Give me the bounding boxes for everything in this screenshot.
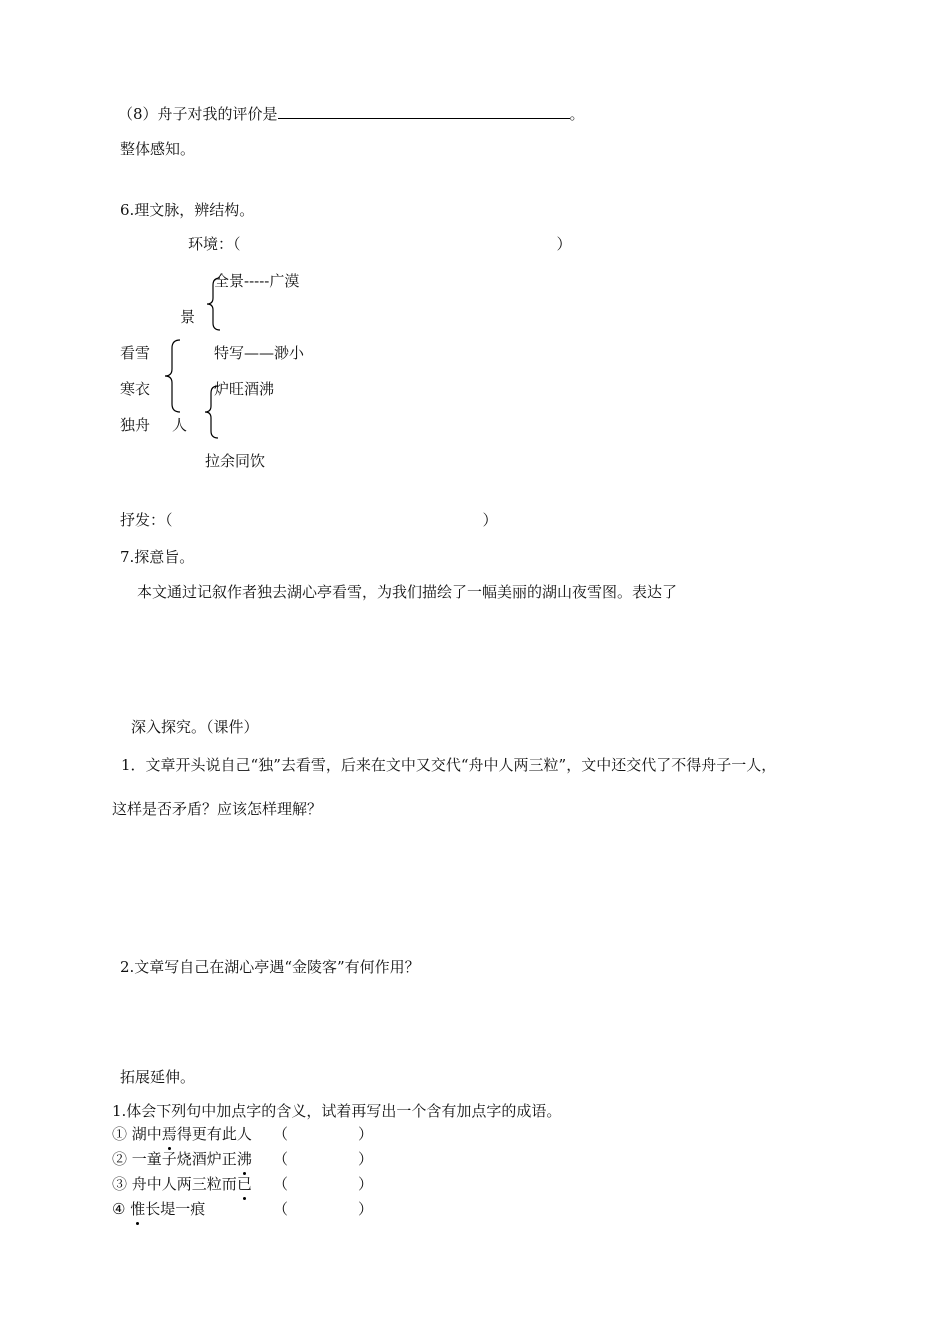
q8-line — [118, 104, 585, 124]
q8-end: 。 — [569, 105, 585, 123]
ext-q1-title: 1.体会下列句中加点字的含义，试着再写出一个含有加点字的成语。 — [112, 1102, 562, 1120]
brace-scene-icon — [204, 276, 224, 332]
q6-scene2: 特写——渺小 — [214, 344, 305, 362]
ext-item-dotted-char: 焉 — [161, 1125, 177, 1143]
q6-emotion-label: 抒发：（ — [120, 511, 173, 529]
ext-item-1-paren — [273, 1124, 373, 1144]
ext-item-3-paren — [273, 1174, 373, 1194]
q6-person1: 炉旺酒沸 — [214, 380, 275, 398]
ext-paren-open: （ — [273, 1200, 289, 1218]
q7-text: 本文通过记叙作者独去湖心亭看雪，为我们描绘了一幅美丽的湖山夜雪图。表达了 — [137, 583, 678, 601]
ext-item-2-paren — [273, 1149, 373, 1169]
brace-person-icon — [202, 384, 222, 440]
ext-item-number: ① — [112, 1125, 128, 1143]
ext-item-1 — [112, 1124, 252, 1144]
ext-item-pre: 舟中人两三粒而 — [131, 1175, 237, 1193]
q6-left-item-1: 看雪 — [120, 344, 151, 362]
ext-item-dotted-char: 惟 — [130, 1200, 146, 1218]
ext-paren-open: （ — [273, 1125, 289, 1143]
ext-item-4 — [112, 1199, 205, 1219]
q8-answer-blank[interactable] — [278, 104, 570, 119]
ext-item-4-paren — [273, 1199, 373, 1219]
ext-paren-open: （ — [273, 1175, 289, 1193]
ext-item-number: ④ — [112, 1200, 126, 1218]
ext-paren-close: ） — [358, 1200, 374, 1218]
ext-paren-close: ） — [358, 1150, 374, 1168]
q6-env-line — [188, 234, 572, 254]
ext-item-2 — [112, 1149, 252, 1169]
ext-item-dotted-char: 沸 — [236, 1150, 252, 1168]
q6-title: 6.理文脉，辨结构。 — [120, 201, 255, 219]
q6-emotion-close: ） — [482, 511, 498, 529]
deep-q1-line1: 1．文章开头说自己“独”去看雪，后来在文中又交代“舟中人两三粒”，文中还交代了不得舟子一人， — [121, 756, 777, 774]
ext-item-number: ② — [112, 1150, 128, 1168]
ext-paren-close: ） — [358, 1175, 374, 1193]
ext-item-number: ③ — [112, 1175, 128, 1193]
ext-item-post: 长堤一痕 — [145, 1200, 206, 1218]
q6-env-close: ） — [556, 235, 572, 253]
section-deep: 深入探究。（课件） — [131, 718, 259, 736]
q6-env-label: 环境：（ — [188, 235, 241, 253]
ext-item-3 — [112, 1174, 252, 1194]
q6-scene1: 全景-----广漠 — [214, 272, 300, 290]
deep-q1-line2: 这样是否矛盾？应该怎样理解？ — [112, 800, 323, 818]
q6-emotion-line — [120, 510, 498, 530]
ext-item-pre: 一童子烧酒炉正 — [131, 1150, 237, 1168]
ext-paren-open: （ — [273, 1150, 289, 1168]
section-overall: 整体感知。 — [120, 140, 196, 158]
ext-item-post: 得更有此人 — [176, 1125, 252, 1143]
q8-label: （8）舟子对我的评价是 — [118, 105, 278, 123]
q7-title: 7.探意旨。 — [120, 548, 195, 566]
q6-left-item-2: 寒衣 — [120, 380, 151, 398]
ext-item-pre: 湖中 — [131, 1125, 162, 1143]
deep-q2: 2.文章写自己在湖心亭遇“金陵客”有何作用？ — [120, 958, 420, 976]
brace-main-icon — [162, 338, 184, 414]
q6-jing: 景 — [180, 308, 196, 326]
ext-item-dotted-char: 已 — [236, 1175, 252, 1193]
section-extend: 拓展延伸。 — [120, 1068, 196, 1086]
q6-left-item-3: 独舟 — [120, 416, 151, 434]
q6-ren: 人 — [172, 416, 188, 434]
ext-paren-close: ） — [358, 1125, 374, 1143]
q6-person2: 拉余同饮 — [205, 452, 266, 470]
